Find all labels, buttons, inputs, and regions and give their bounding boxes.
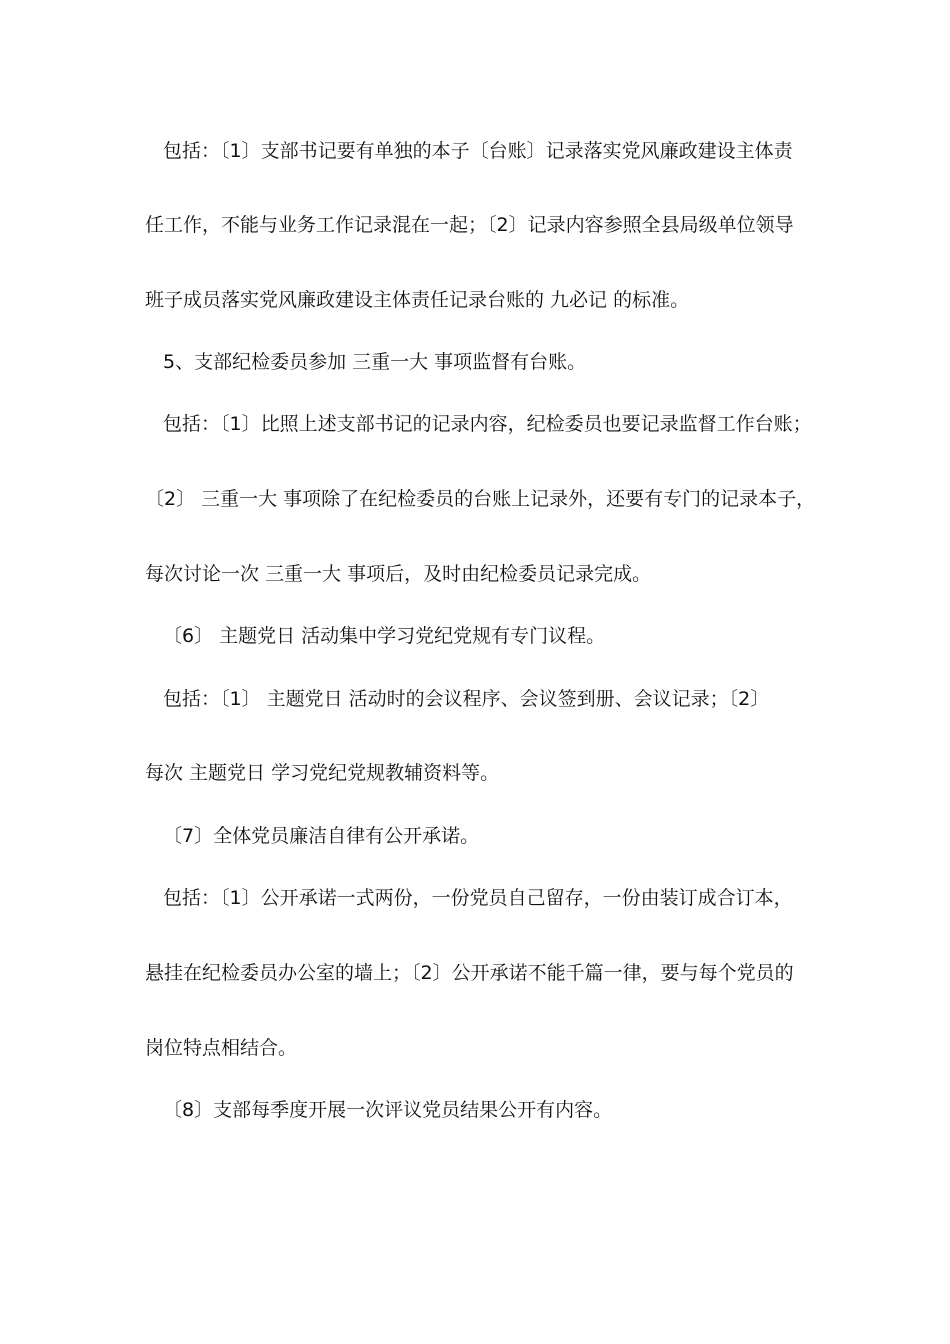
paragraph-line: 班子成员落实党风廉政建设主体责任记录台账的 九必记 的标准。 — [145, 289, 690, 311]
paragraph-line: 包括：〔1〕比照上述支部书记的记录内容，纪检委员也要记录监督工作台账； — [163, 413, 812, 435]
paragraph-line: 包括：〔1〕 主题党日 活动时的会议程序、会议签到册、会议记录；〔2〕 — [163, 688, 770, 710]
paragraph-line: 任工作，不能与业务工作记录混在一起；〔2〕记录内容参照全县局级单位领导 — [145, 214, 794, 236]
paragraph-line: 悬挂在纪检委员办公室的墙上；〔2〕公开承诺不能千篇一律，要与每个党员的 — [145, 962, 794, 984]
paragraph-line: 岗位特点相结合。 — [145, 1037, 298, 1059]
section-heading: 〔7〕全体党员廉洁自律有公开承诺。 — [163, 825, 480, 847]
section-heading: 〔8〕支部每季度开展一次评议党员结果公开有内容。 — [163, 1099, 613, 1121]
paragraph-line: 包括：〔1〕公开承诺一式两份，一份党员自己留存，一份由装订成合订本， — [163, 887, 793, 909]
paragraph-line: 〔2〕 三重一大 事项除了在纪检委员的台账上记录外，还要有专门的记录本子， — [145, 488, 816, 510]
paragraph-line: 每次讨论一次 三重一大 事项后，及时由纪检委员记录完成。 — [145, 563, 652, 585]
paragraph-line: 包括：〔1〕支部书记要有单独的本子〔台账〕记录落实党风廉政建设主体责 — [163, 140, 793, 162]
paragraph-line: 每次 主题党日 学习党纪党规教辅资料等。 — [145, 762, 500, 784]
section-heading: 〔6〕 主题党日 活动集中学习党纪党规有专门议程。 — [163, 625, 606, 647]
section-heading: 5、支部纪检委员参加 三重一大 事项监督有台账。 — [163, 351, 587, 373]
